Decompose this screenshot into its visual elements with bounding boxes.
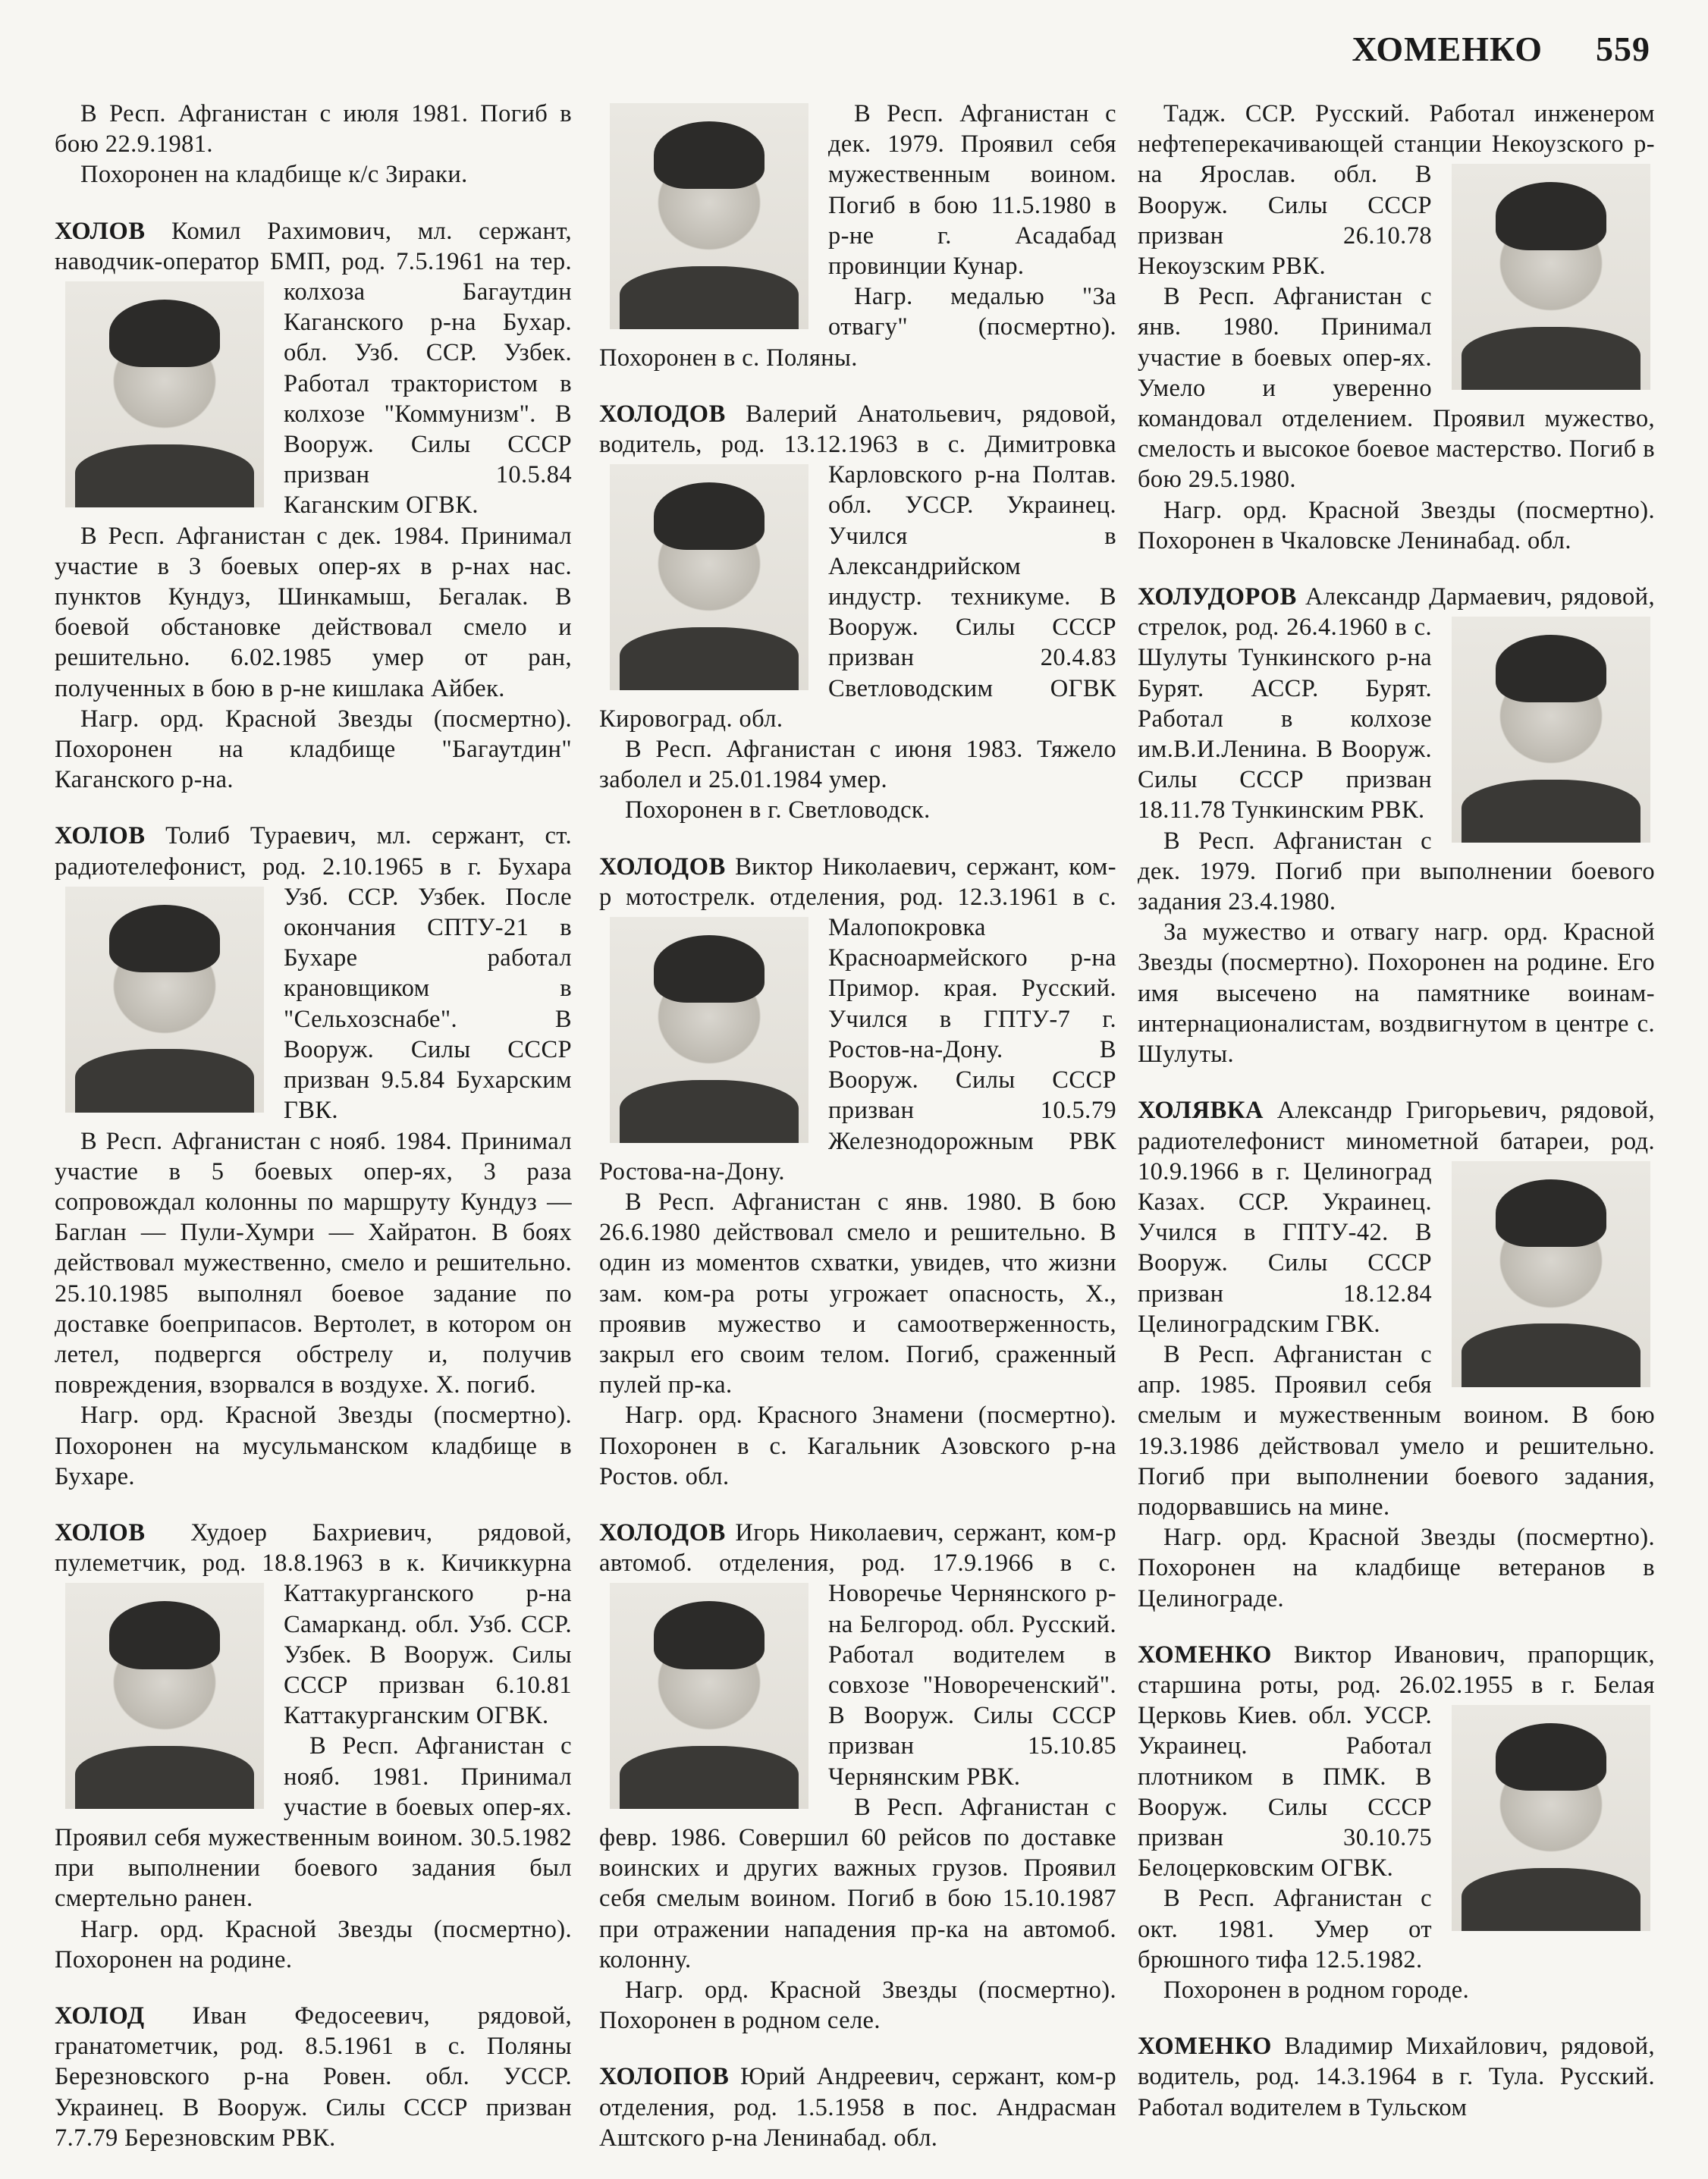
paragraph-lead: Толиб Тураевич, мл. сержант, ст. радиотелефонист, род. 2.10.1965 в г.	[55, 822, 572, 881]
paragraph-text: Нагр. орд. Красного Знамени (посмертно). Похоронен в с. Кагальник Азовского р-на Ростов. обл.	[599, 1402, 1116, 1490]
surname-heading: ХОМЕНКО	[1138, 1641, 1272, 1669]
paragraph	[1138, 495, 1655, 556]
paragraph-text: Нагр. орд. Красной Звезды (посмертно). Похоронен на мусульманском кладбище в Бухаре.	[55, 1402, 572, 1490]
paragraph	[55, 2001, 572, 2153]
portrait-photo	[610, 103, 808, 329]
biography-entry	[1138, 1640, 1655, 2005]
portrait-photo	[610, 464, 808, 690]
paragraph-text: В Респ. Афганистан с дек. 1979. Погиб при выполнении боевого задания 23.4.1980.	[1138, 827, 1655, 916]
paragraph-text: Нагр. орд. Красной Звезды (посмертно). Похоронен на родине.	[55, 1915, 572, 1973]
portrait-photo	[65, 281, 264, 507]
surname-heading: ХОЛОВ	[55, 822, 146, 850]
surname-heading: ХОЛОДОВ	[599, 852, 726, 881]
paragraph	[1138, 582, 1655, 826]
entry-continuation	[599, 99, 1116, 373]
surname-heading: ХОЛОД	[55, 2002, 145, 2030]
paragraph	[55, 821, 572, 1126]
biography-entry	[1138, 1095, 1655, 1613]
column-2	[599, 99, 1116, 2179]
paragraph	[1138, 1975, 1655, 2005]
paragraph	[55, 1126, 572, 1401]
paragraph-text: За мужество и отвагу нагр. орд. Красной Звезды (посмертно). Похоронен на родине. Его имя высечено на памятнике воинам-интернационалистам, воздвигнутом в центре с. Шулуты.	[1138, 918, 1655, 1069]
paragraph-text: в с. Новоречье Чернянского р-на Белгород. обл. Русский. Работал водителем в совхозе "Новореченский". В Вооруж. Силы СССР призван 15.10.85 Чернянским РВК.	[828, 1549, 1116, 1791]
biography-entry	[55, 2001, 572, 2153]
paragraph-text: Иван Федосеевич, рядовой, гранатометчик, род. 8.5.1961 в с. Поляны Березновского р-на Ровен. обл. УССР. Украинец. В Вооруж. Силы СССР призван 7.7.79 Березновским РВК.	[55, 2002, 572, 2152]
entry-continuation	[55, 99, 572, 190]
paragraph	[55, 159, 572, 190]
biography-entry	[55, 1518, 572, 1975]
paragraph-text: Каттакурганского р-на Самарканд. обл. Узб. ССР. Узбек. В Вооруж. Силы СССР призван 6.10.81 Каттакурганским ОГВК.	[284, 1580, 572, 1730]
header-name: ХОМЕНКО	[1352, 30, 1543, 68]
biography-entry	[55, 821, 572, 1491]
portrait-photo	[1452, 1161, 1650, 1387]
paragraph-text: Владимир Михайлович, рядовой, водитель, род. 14.3.1964 в г. Тула. Русский. Работал водителем в Тульском	[1138, 2033, 1655, 2121]
paragraph	[599, 2061, 1116, 2153]
paragraph-text: Бухара Узб. ССР. Узбек. После окончания СПТУ-21 в Бухаре работал крановщиком в "Сельхозснабе". В Вооруж. Силы СССР призван 9.5.84 Бухарским ГВК.	[284, 852, 572, 1125]
paragraph-text: В Респ. Афганистан с дек. 1979. Проявил себя мужественным воином. Погиб в бою 11.5.1980 в р-не г. Асадабад провинции Кунар.	[828, 100, 1116, 281]
paragraph-text: Нагр. орд. Красной Звезды (посмертно). Похоронен в Чкаловске Ленинабад. обл.	[1138, 496, 1655, 554]
biography-entry	[55, 216, 572, 796]
paragraph-text: В Респ. Афганистан с нояб. 1984. Принимал участие в 5 боевых опер-ях, 3 раза сопровождал колонны по маршруту Кундуз — Баглан — Пули-Хумри — Хайратон. В боях действовал мужественно, смело и решительно. 25.10.1985 выполнял боевое задание по доставке боеприпасов. Вертолет, в котором он летел, подвергся обстрелу и, получив повреждения, взорвался в воздухе. Х. погиб.	[55, 1127, 572, 1399]
paragraph	[55, 1400, 572, 1492]
column-3	[1138, 99, 1655, 2149]
paragraph	[1138, 1640, 1655, 1884]
surname-heading: ХОМЕНКО	[1138, 2033, 1272, 2061]
paragraph-lead: Игорь Николаевич, сержант, ком-р автомоб. отделения, род. 17.9.1966	[599, 1518, 1116, 1578]
paragraph	[55, 216, 572, 521]
paragraph	[1138, 1522, 1655, 1614]
paragraph	[599, 99, 1116, 281]
biography-entry	[599, 2061, 1116, 2153]
portrait-photo	[1452, 164, 1650, 390]
portrait-photo	[610, 1583, 808, 1809]
surname-heading: ХОЛОДОВ	[599, 400, 726, 428]
paragraph	[599, 399, 1116, 734]
paragraph-text: Нагр. медалью "За отвагу" (посмертно). Похоронен в с. Поляны.	[599, 283, 1116, 372]
paragraph-text: В Респ. Афганистан с дек. 1984. Принимал участие в 3 боевых опер-ях в р-нах нас. пунктов Кундуз, Шинкамыш, Бегалак. В боевой обстановке действовал смело и решительно. 6.02.1985 умер от ран, полученных в бою в р-не кишлака Айбек.	[55, 522, 572, 702]
paragraph	[599, 1187, 1116, 1400]
paragraph-text: В Респ. Афганистан с апр. 1985. Проявил себя смелым и мужественным воином. В бою 19.3.1986 действовал умело и решительно. Погиб при выполнении боевого задания, подорвавшись на мине.	[1138, 1340, 1655, 1521]
paragraph	[55, 99, 572, 159]
paragraph-text: Некоузского р-на Ярослав. обл. В Вооруж. Силы СССР призван 26.10.78 Некоузским РВК.	[1138, 130, 1655, 281]
paragraph	[1138, 99, 1655, 281]
biography-entry	[599, 852, 1116, 1492]
paragraph-text: Целиноград Казах. ССР. Украинец. Учился в ГПТУ-42. В Вооруж. Силы СССР призван 18.12.84 Целиноградским ГВК.	[1138, 1157, 1432, 1338]
paragraph	[599, 1792, 1116, 1975]
biography-entry	[1138, 2031, 1655, 2123]
paragraph-text: В Респ. Афганистан с февр. 1986. Совершил 60 рейсов по доставке воинских и других важных грузов. Проявил себя смелым воином. Погиб в бою 15.10.1987 при отражении нападения пр-ка на автомоб. колонну.	[599, 1793, 1116, 1973]
paragraph-text: тер. колхоза Багаутдин Каганского р-на Бухар. обл. Узб. ССР. Узбек. Работал трактористом в колхозе "Коммунизм". В Вооруж. Силы СССР призван 10.5.84 Каганским ОГВК.	[284, 247, 572, 520]
paragraph-lead: Валерий Анатольевич, рядовой, водитель, род. 13.12.1963 в с.	[599, 400, 1116, 459]
paragraph-text: В Респ. Афганистан с янв. 1980. В бою 26.6.1980 действовал смело и решительно. В один из моментов схватки, увидев, что жизни зам. ком-ра роты угрожает опасность, Х., проявив мужество и самоотверженность, закрыл его своим телом. Погиб, сраженный пулей пр-ка.	[599, 1188, 1116, 1399]
paragraph-text: В Респ. Афганистан с янв. 1980. Принимал участие в боевых опер-ях. Умело и уверенно командовал отделением. Проявил мужество, смелость и высокое боевое мастерство. Погиб в бою 29.5.1980.	[1138, 283, 1655, 494]
paragraph	[55, 1518, 572, 1731]
paragraph-text: Юрий Андреевич, сержант, ком-р отделения, род. 1.5.1958 в пос. Андрасман Аштского р-на Ленинабад. обл.	[599, 2063, 1116, 2152]
surname-heading: ХОЛОВ	[55, 217, 146, 245]
paragraph-text: В Респ. Афганистан с июля 1981. Погиб в бою 22.9.1981.	[55, 100, 572, 159]
paragraph	[599, 852, 1116, 1187]
paragraph-text: Димитровка Карловского р-на Полтав. обл. УССР. Украинец. Учился в Александрийском индустр. техникуме. В Вооруж. Силы СССР призван 20.4.83 Светловодским ОГВК Кировоград. обл.	[599, 431, 1116, 733]
biography-entry	[599, 1518, 1116, 2036]
paragraph-lead: Худоер Бахриевич, рядовой, пулеметчик, род. 18.8.1963 в к. Кичиккурна	[55, 1518, 572, 1578]
paragraph-text: 12.3.1961 в с. Малопокровка Красноармейского р-на Примор. края. Русский. Учился в ГПТУ-7 г. Ростов-на-Дону. В Вооруж. Силы СССР призван 10.5.79 Железнодорожным РВК Ростова-на-Дону.	[599, 883, 1116, 1185]
portrait-photo	[65, 1583, 264, 1809]
portrait-photo	[610, 917, 808, 1143]
paragraph-text: Нагр. орд. Красной Звезды (посмертно). Похоронен в родном селе.	[599, 1976, 1116, 2035]
portrait-photo	[65, 887, 264, 1113]
paragraph-lead: Комил Рахимович, мл. сержант, наводчик-оператор БМП, род. 7.5.1961 на	[55, 217, 572, 275]
column-1	[55, 99, 572, 2179]
paragraph-lead: Виктор Николаевич, сержант, ком-р мотострелк. отделения, род.	[599, 852, 1117, 911]
paragraph	[1138, 2031, 1655, 2123]
paragraph-lead: Виктор Иванович, прапорщик, старшина роты, род. 26.02.1955 в г.	[1138, 1641, 1655, 1699]
paragraph-text: Шулуты Тункинского р-на Бурят. АССР. Бурят. Работал в колхозе им.В.И.Ленина. В Вооруж. Силы СССР призван 18.11.78 Тункинским РВК.	[1138, 644, 1432, 824]
biography-entry	[1138, 582, 1655, 1069]
paragraph-text: Похоронен в родном городе.	[1163, 1976, 1470, 2004]
paragraph	[55, 521, 572, 704]
paragraph-text: В Респ. Афганистан с нояб. 1981. Принимал участие в боевых опер-ях. Проявил себя мужественным воином. 30.5.1982 при выполнении боевого задания был смертельно ранен.	[55, 1732, 572, 1913]
page-number: 559	[1596, 30, 1650, 68]
paragraph	[55, 704, 572, 796]
paragraph-text: Похоронен в г. Светловодск.	[625, 796, 931, 824]
paragraph	[55, 1914, 572, 1975]
paragraph-lead: Александр Григорьевич, рядовой, радиотелефонист минометной батареи, род. 10.9.1966 в г.	[1138, 1097, 1655, 1185]
surname-heading: ХОЛОДОВ	[599, 1518, 726, 1546]
portrait-photo	[1452, 617, 1650, 843]
paragraph	[1138, 1095, 1655, 1339]
paragraph	[599, 1518, 1116, 1792]
paragraph	[599, 1400, 1116, 1492]
paragraph-lead: Александр Дармаевич, рядовой, стрелок, род. 26.4.1960 в с.	[1138, 583, 1655, 642]
entry-continuation	[1138, 99, 1655, 556]
paragraph	[599, 1975, 1116, 2036]
paragraph-text: Нагр. орд. Красной Звезды (посмертно). Похоронен на кладбище ветеранов в Целинограде.	[1138, 1524, 1655, 1612]
surname-heading: ХОЛОВ	[55, 1518, 146, 1546]
paragraph	[599, 734, 1116, 795]
portrait-photo	[1452, 1705, 1650, 1931]
surname-heading: ХОЛУДОРОВ	[1138, 583, 1297, 611]
paragraph-text: Нагр. орд. Красной Звезды (посмертно). Похоронен на кладбище "Багаутдин" Каганского р-на.	[55, 705, 572, 794]
paragraph-lead: Тадж. ССР. Русский. Работал инженером нефтеперекачивающей станции	[1138, 100, 1655, 159]
surname-heading: ХОЛЯВКА	[1138, 1097, 1264, 1125]
paragraph-text: Похоронен на кладбище к/с Зираки.	[80, 161, 468, 189]
biography-entry	[599, 399, 1116, 826]
paragraph	[599, 795, 1116, 825]
paragraph	[1138, 917, 1655, 1069]
paragraph-text: В Респ. Афганистан с июня 1983. Тяжело заболел и 25.01.1984 умер.	[599, 736, 1116, 794]
paragraph-text: Белая Церковь Киев. обл. УССР. Украинец. Работал плотником в ПМК. В Вооруж. Силы СССР призван 30.10.75 Белоцерковским ОГВК.	[1138, 1671, 1655, 1882]
running-header	[1352, 29, 1650, 69]
surname-heading: ХОЛОПОВ	[599, 2063, 730, 2091]
paragraph-text: В Респ. Афганистан с окт. 1981. Умер от брюшного тифа 12.5.1982.	[1138, 1885, 1432, 1973]
